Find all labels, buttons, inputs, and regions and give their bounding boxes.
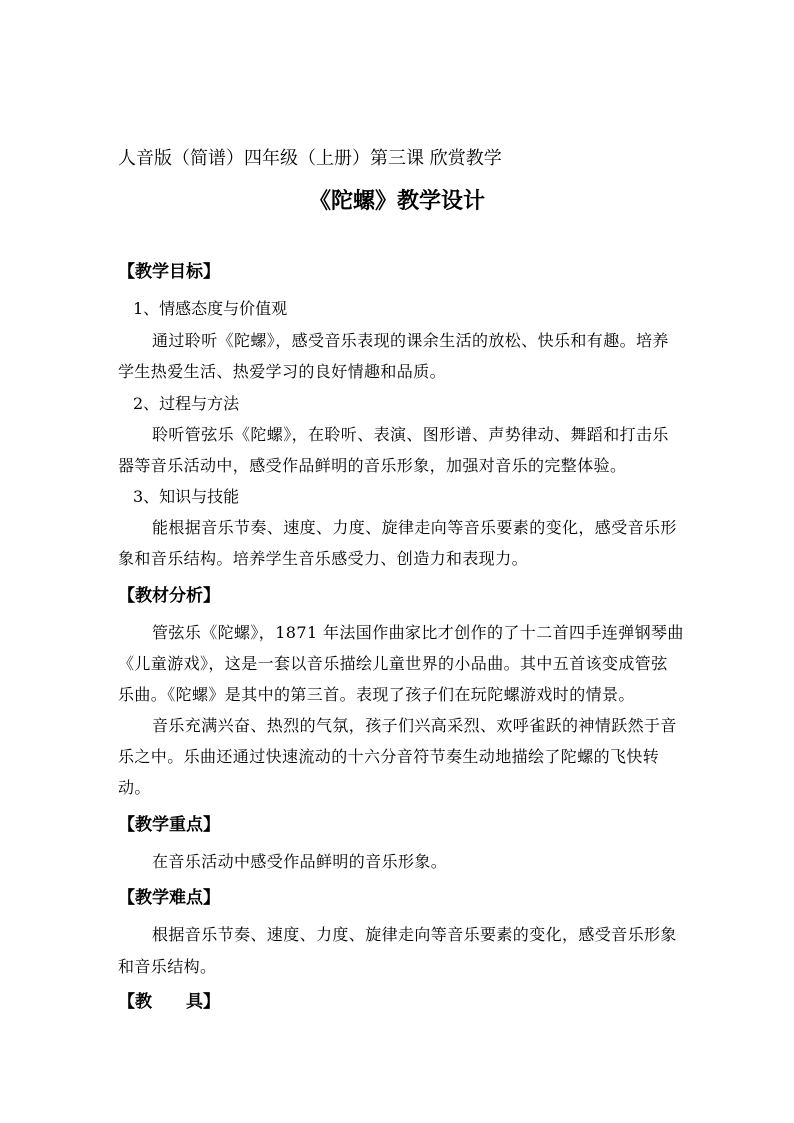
- key-points-text: 在音乐活动中感受作品鲜明的音乐形象。: [152, 852, 448, 871]
- analysis-text-line: 音乐充满兴奋、热烈的气氛，孩子们兴高采烈、欢呼雀跃的神情跃然于音: [152, 716, 677, 735]
- objective-text-line: 能根据音乐节奏、速度、力度、旋律走向等音乐要素的变化，感受音乐形: [152, 518, 677, 537]
- objective-text-line: 象和音乐结构。培养学生音乐感受力、创造力和表现力。: [118, 549, 529, 568]
- analysis-text-line: 《儿童游戏》，这是一套以音乐描绘儿童世界的小品曲。其中五首该变成管弦: [118, 654, 668, 673]
- section-heading-key-points: 【教学重点】: [118, 815, 220, 835]
- section-heading-analysis: 【教材分析】: [118, 586, 220, 606]
- objective-text-line: 器等音乐活动中，感受作品鲜明的音乐形象，加强对音乐的完整体验。: [118, 456, 627, 475]
- document-title: 《陀螺》教学设计: [308, 188, 485, 214]
- analysis-text-line: 乐曲。《陀螺》是其中的第三首。表现了孩子们在玩陀螺游戏时的情景。: [118, 685, 635, 704]
- objective-label-2: 2、过程与方法: [133, 394, 240, 413]
- difficulties-text-line: 和音乐结构。: [118, 957, 217, 976]
- objective-text-line: 通过聆听《陀螺》，感受音乐表现的课余生活的放松、快乐和有趣。培养: [152, 331, 669, 350]
- section-heading-objectives: 【教学目标】: [118, 262, 220, 282]
- objective-text-line: 学生热爱生活、热爱学习的良好情趣和品质。: [118, 362, 447, 381]
- objective-label-3: 3、知识与技能: [133, 487, 240, 506]
- analysis-text-line: 动。: [118, 778, 151, 797]
- objective-label-1: 1、情感态度与价值观: [133, 299, 288, 318]
- difficulties-text-line: 根据音乐节奏、速度、力度、旋律走向等音乐要素的变化，感受音乐形象: [152, 925, 677, 944]
- objective-text-line: 聆听管弦乐《陀螺》，在聆听、表演、图形谱、声势律动、舞蹈和打击乐: [152, 425, 669, 444]
- analysis-text-line: 乐之中。乐曲还通过快速流动的十六分音符节奏生动地描绘了陀螺的飞快转: [118, 747, 660, 766]
- course-subtitle: 人音版（简谱）四年级（上册）第三课 欣赏教学: [118, 148, 502, 169]
- section-heading-difficulties: 【教学难点】: [118, 888, 220, 908]
- section-heading-tools: 【教 具】: [118, 992, 220, 1012]
- analysis-text-line: 管弦乐《陀螺》，1871 年法国作曲家比才创作的了十二首四手连弹钢琴曲: [152, 623, 684, 642]
